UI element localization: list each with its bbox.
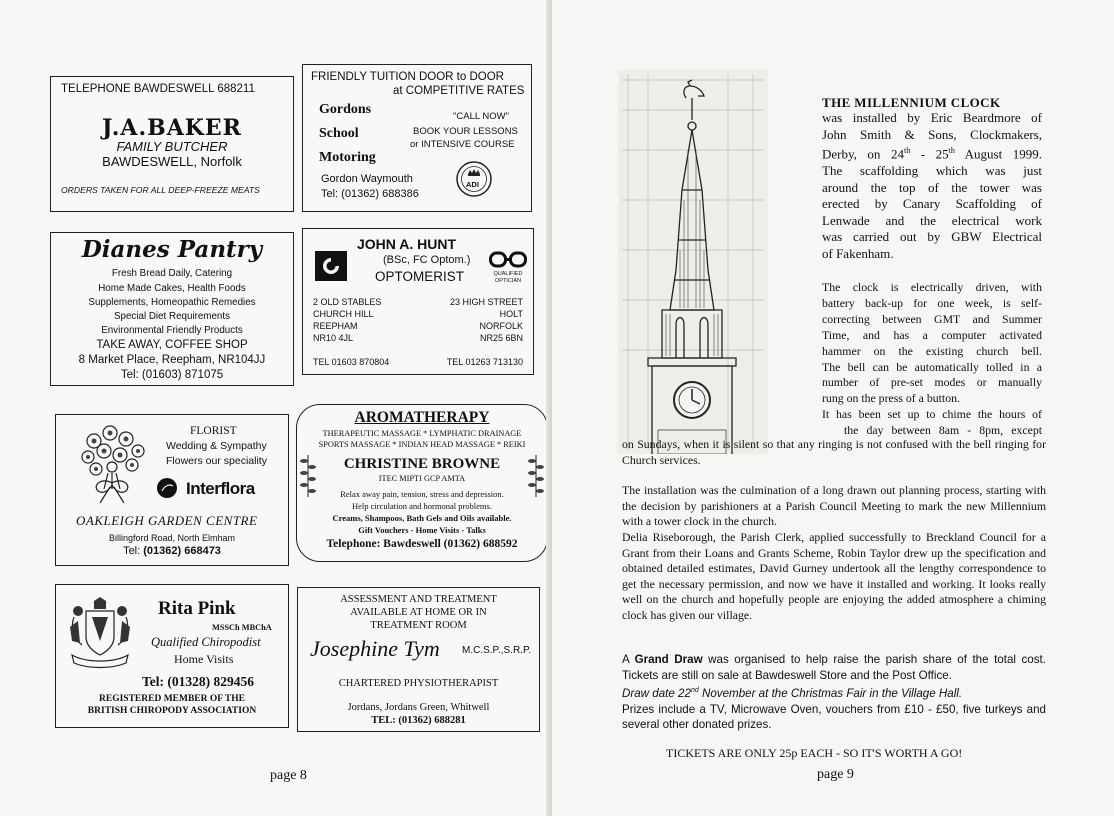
tym-line-2: AVAILABLE AT HOME OR IN: [350, 607, 487, 618]
leaf-sprig-left-icon: [299, 453, 317, 499]
article-line: correcting between GMT and Summer: [822, 311, 1042, 326]
left-page-number: page 8: [270, 768, 307, 783]
baker-name: J.A.BAKER: [102, 115, 242, 141]
qualified-optician-glasses-icon: [489, 251, 527, 269]
article-line: was installed by Eric Beardmore of: [822, 110, 1042, 125]
article-line: number of pre-set modes or manually: [822, 375, 1042, 390]
article-line: The scaffolding which was just: [822, 163, 1042, 179]
article-line: Lenwade and the electrical work: [822, 212, 1042, 228]
aroma-text-1: Relax away pain, tension, stress and depression.: [340, 489, 504, 499]
dianes-address: 8 Market Place, Reepham, NR104JJ: [78, 354, 266, 366]
grand-draw-label: Grand Draw: [634, 653, 703, 666]
rita-name: Rita Pink: [158, 598, 236, 619]
leaf-sprig-right-icon: [527, 453, 545, 499]
article-line: It has been set up to chime the hours of: [822, 407, 1042, 422]
grand-draw-text: was organised to help raise the parish share of the total cost. Tickets are still on sale at Bawdeswell Store and the Post Office.: [622, 653, 1046, 682]
chiropodist-advert: [55, 584, 289, 728]
tuition-contact-tel: Tel: (01362) 688386: [321, 188, 419, 200]
hunt-title: OPTOMERIST: [375, 269, 465, 284]
article-heading: THE MILLENNIUM CLOCK: [822, 95, 1001, 110]
adi-badge-text: ADI: [466, 180, 479, 189]
eye-logo-icon: [315, 251, 347, 281]
tym-quals: M.C.S.P.,S.R.P.: [462, 645, 532, 656]
hunt-left-tel: TEL 01603 870804: [313, 357, 390, 367]
aroma-tel: Telephone: Bawdeswell (01362) 688592: [326, 538, 518, 550]
dianes-pantry-advert: [50, 232, 294, 386]
tuition-name-1: Gordons: [319, 102, 372, 117]
rita-member-1: REGISTERED MEMBER OF THE: [99, 694, 245, 704]
aroma-text-3: Creams, Shampoos, Bath Gels and Oils available.: [332, 513, 512, 523]
interflora-brand: Interflora: [186, 479, 255, 498]
tuition-name-3: Motoring: [319, 150, 376, 165]
tym-title: CHARTERED PHYSIOTHERAPIST: [338, 678, 499, 689]
hunt-right-tel: TEL 01263 713130: [446, 357, 523, 367]
aroma-name: CHRISTINE BROWNE: [343, 456, 501, 472]
tickets-line: TICKETS ARE ONLY 25p EACH - SO IT'S WORTH A GO!: [666, 746, 963, 760]
right-page-number: page 9: [817, 767, 854, 782]
article-line: John Smith & Sons, Clockmakers,: [822, 126, 1042, 142]
hunt-quals: (BSc, FC Optom.): [383, 254, 471, 266]
hunt-right-address-4: NR25 6BN: [479, 333, 523, 343]
florist-address: Billingford Road, North Elmham: [108, 533, 236, 543]
dianes-line-4: Special Diet Requirements: [114, 311, 230, 322]
florist-advert: [55, 414, 289, 566]
dianes-line-5: Environmental Friendly Products: [101, 325, 243, 336]
article-line: was carried out by GBW Electrical: [822, 229, 1042, 245]
dianes-line-3: Supplements, Homeopathic Remedies: [88, 297, 256, 308]
physiotherapist-advert: [297, 587, 540, 732]
grand-draw-date: Draw date 22nd November at the Christmas Fair in the Village Hall.: [622, 687, 963, 701]
tuition-headline-1: FRIENDLY TUITION DOOR to DOOR: [311, 71, 504, 83]
clock-tower-illustration: [618, 70, 768, 454]
article-line: battery back-up for one week, is self-: [822, 295, 1042, 310]
article-para-3: Delia Riseborough, the Parish Clerk, applied successfully to Breckland Council for a Grant from their Loans and Grants Scheme, Robin Taylor drew up the specification and obtained detailed estimates, David Gurney undertook all the lengthy correspondence to get the necessary permission, and now we have it installed and working. It looks really well on the church and hopefully people are enjoying the added atmosphere a chiming clock has given our village.: [622, 530, 1046, 622]
aroma-text-2: Help circulation and hormonal problems.: [352, 501, 492, 511]
rita-member-2: BRITISH CHIROPODY ASSOCIATION: [87, 706, 257, 716]
article-line: The bell can be automatically tolled in a: [822, 359, 1042, 374]
hunt-right-address-2: HOLT: [499, 309, 523, 319]
article-line: of Fakenham.: [822, 246, 894, 262]
article-line: Time, and has a computer activated: [822, 327, 1042, 342]
aroma-quals: ITEC MIPTI GCP AMTA: [378, 474, 466, 483]
article-full-1: on Sundays, when it is silent so that any ringing is not confused with the bell ringing for Church services.: [622, 437, 1046, 467]
dianes-takeaway: TAKE AWAY, COFFEE SHOP: [96, 339, 248, 351]
article-para-2: The installation was the culmination of a long drawn out planning process, starting with the decision by parishioners at a Parish Council Meeting to mark the new Millennium with a tower clock in the church.: [622, 483, 1046, 529]
aroma-text-4: Gift Vouchers - Home Visits - Talks: [358, 525, 486, 535]
tym-name: Josephine Tym: [310, 636, 440, 661]
adi-badge-icon: [455, 160, 493, 198]
tuition-book-1: BOOK YOUR LESSONS: [413, 126, 518, 137]
article-column-1: [822, 110, 1042, 263]
hunt-name: JOHN A. HUNT: [357, 236, 457, 252]
article-line: the day between 8am - 8pm, except: [844, 423, 1042, 438]
tuition-headline-2: at COMPETITIVE RATES: [393, 85, 525, 97]
article-line: rung on the press of a button.: [822, 391, 960, 406]
aroma-services-1: THERAPEUTIC MASSAGE * LYMPHATIC DRAINAGE: [322, 429, 522, 438]
flower-bouquet-icon: [74, 423, 154, 505]
rita-title: Qualified Chiropodist: [151, 635, 261, 649]
tym-tel: TEL: (01362) 688281: [371, 715, 466, 726]
right-page: [552, 0, 1114, 816]
dianes-name: Dianes Pantry: [81, 236, 263, 263]
dianes-tel: Tel: (01603) 871075: [120, 369, 224, 381]
florist-name: OAKLEIGH GARDEN CENTRE: [76, 513, 258, 528]
baker-advert: [50, 76, 294, 212]
dianes-line-2: Home Made Cakes, Health Foods: [98, 283, 246, 294]
tuition-name-2: School: [319, 126, 359, 141]
florist-tel-number: (01362) 668473: [143, 545, 221, 557]
grand-draw-prizes: Prizes include a TV, Microwave Oven, vouchers from £10 - £50, five turkeys and several other donated prizes.: [622, 702, 1046, 732]
hunt-left-address-2: CHURCH HILL: [313, 309, 374, 319]
tym-line-1: ASSESSMENT AND TREATMENT: [340, 594, 497, 605]
tuition-contact-name: Gordon Waymouth: [321, 173, 413, 185]
rita-tel: Tel: (01328) 829456: [142, 674, 254, 689]
left-page: [0, 0, 552, 816]
tuition-book-2: or INTENSIVE COURSE: [410, 139, 515, 150]
florist-title: FLORIST: [190, 425, 237, 437]
hunt-left-address-1: 2 OLD STABLES: [313, 297, 382, 307]
tym-address: Jordans, Jordans Green, Whitwell: [347, 702, 490, 713]
hunt-left-address-4: NR10 4JL: [313, 333, 354, 343]
baker-location: BAWDESWELL, Norfolk: [102, 154, 242, 169]
article-line: hammer on the existing church bell.: [822, 343, 1042, 358]
aromatherapy-advert: [296, 404, 548, 562]
tym-line-3: TREATMENT ROOM: [370, 620, 467, 631]
rita-visits: Home Visits: [174, 652, 234, 666]
optician-badge-text: QUALIFIED OPTICIAN: [493, 271, 523, 284]
baker-telephone: TELEPHONE BAWDESWELL 688211: [61, 83, 255, 95]
aroma-title: AROMATHERAPY: [354, 409, 490, 426]
hunt-right-address-3: NORFOLK: [479, 321, 523, 331]
grand-draw-a: A: [622, 653, 635, 666]
florist-tel: [56, 545, 288, 557]
article-line: Derby, on 24th - 25th August 1999.: [822, 146, 1042, 162]
article-line: The clock is electrically driven, with: [822, 280, 1042, 294]
chiropody-crest-icon: [66, 597, 134, 669]
article-line: erected by Canary Scaffolding of: [822, 196, 1042, 212]
grand-draw-paragraph: [622, 652, 1046, 733]
article-column-2: [822, 280, 1042, 439]
tuition-advert: [302, 64, 532, 212]
interflora-logo-icon: [156, 477, 178, 499]
baker-note: ORDERS TAKEN FOR ALL DEEP-FREEZE MEATS: [61, 185, 260, 195]
optometrist-advert: [302, 228, 534, 375]
florist-line-1: Wedding & Sympathy: [166, 440, 267, 452]
aroma-services-2: SPORTS MASSAGE * INDIAN HEAD MASSAGE * REIKI: [318, 440, 526, 449]
hunt-right-address-1: 23 HIGH STREET: [449, 297, 523, 307]
dianes-line-1: Fresh Bread Daily, Catering: [111, 268, 233, 279]
florist-line-2: Flowers our speciality: [166, 455, 267, 467]
tuition-call-now: "CALL NOW": [453, 111, 510, 122]
rita-quals: MSSCh MBChA: [212, 623, 272, 632]
hunt-left-address-3: REEPHAM: [313, 321, 358, 331]
grand-draw-intro: [622, 652, 1046, 683]
baker-trade: FAMILY BUTCHER: [116, 139, 228, 154]
florist-tel-prefix: Tel:: [123, 545, 144, 557]
article-line: around the top of the tower was: [822, 179, 1042, 195]
